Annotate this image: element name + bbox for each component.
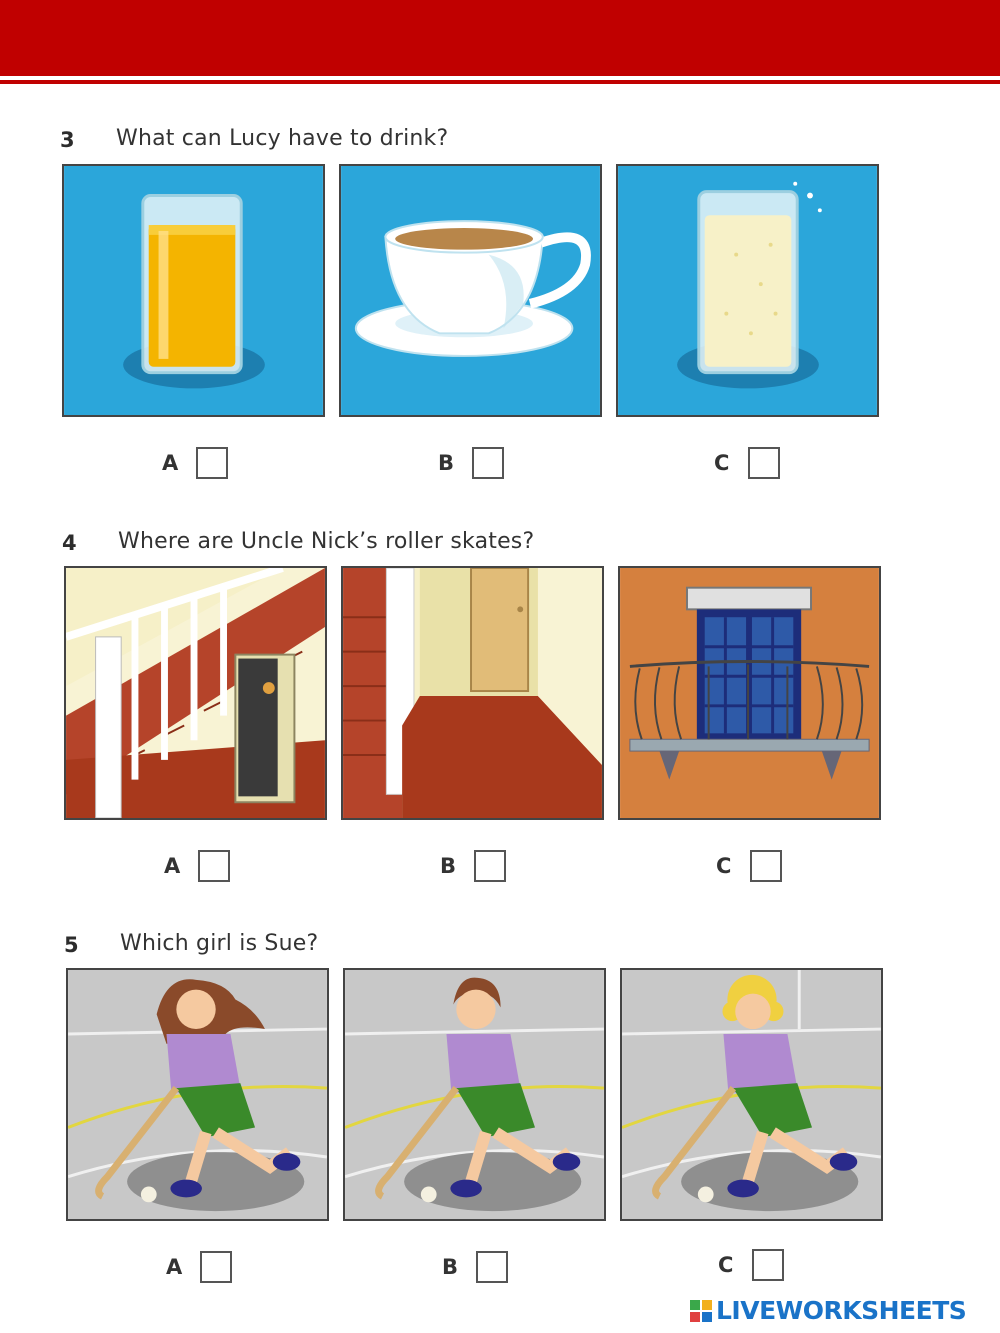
option-4a <box>164 850 234 884</box>
picture-5c-girl-curly-blonde <box>620 968 883 1221</box>
watermark-text: LIVEWORKSHEETS <box>716 1296 967 1325</box>
liveworksheets-watermark <box>690 1296 995 1326</box>
option-letter: B <box>438 451 455 475</box>
answer-checkbox-5c[interactable] <box>752 1249 784 1281</box>
question-4-number: 4 <box>62 531 77 555</box>
option-4b <box>440 850 510 884</box>
liveworksheets-logo-icon <box>690 1300 712 1322</box>
picture-3b-cup-of-tea <box>339 164 602 417</box>
question-5-text: Which girl is Sue? <box>120 931 319 956</box>
option-letter: C <box>714 451 730 475</box>
option-4c <box>716 850 786 884</box>
picture-5b-girl-short-hair <box>343 968 606 1221</box>
option-letter: C <box>716 854 732 878</box>
picture-4c-balcony <box>618 566 881 820</box>
option-letter: C <box>718 1253 734 1277</box>
picture-4a-cupboard-under-stairs <box>64 566 327 820</box>
option-letter: B <box>442 1255 459 1279</box>
answer-checkbox-4c[interactable] <box>750 850 782 882</box>
question-5-number: 5 <box>64 933 79 957</box>
top-banner <box>0 0 1000 76</box>
option-letter: A <box>166 1255 183 1279</box>
option-5c <box>718 1249 788 1283</box>
option-letter: A <box>164 854 181 878</box>
banner-rule <box>0 80 1000 84</box>
answer-checkbox-4a[interactable] <box>198 850 230 882</box>
answer-checkbox-3c[interactable] <box>748 447 780 479</box>
option-letter: A <box>162 451 179 475</box>
option-3a <box>162 447 232 481</box>
question-3-number: 3 <box>60 128 75 152</box>
answer-checkbox-5b[interactable] <box>476 1251 508 1283</box>
answer-checkbox-4b[interactable] <box>474 850 506 882</box>
option-letter: B <box>440 854 457 878</box>
picture-4b-hallway <box>341 566 604 820</box>
picture-3c-lemonade <box>616 164 879 417</box>
question-3-text: What can Lucy have to drink? <box>116 126 449 151</box>
answer-checkbox-3a[interactable] <box>196 447 228 479</box>
option-3b <box>438 447 508 481</box>
option-5a <box>166 1251 236 1285</box>
picture-5a-girl-long-hair <box>66 968 329 1221</box>
picture-3a-orange-juice <box>62 164 325 417</box>
question-4-text: Where are Uncle Nick’s roller skates? <box>118 529 535 554</box>
answer-checkbox-5a[interactable] <box>200 1251 232 1283</box>
option-5b <box>442 1251 512 1285</box>
option-3c <box>714 447 784 481</box>
answer-checkbox-3b[interactable] <box>472 447 504 479</box>
